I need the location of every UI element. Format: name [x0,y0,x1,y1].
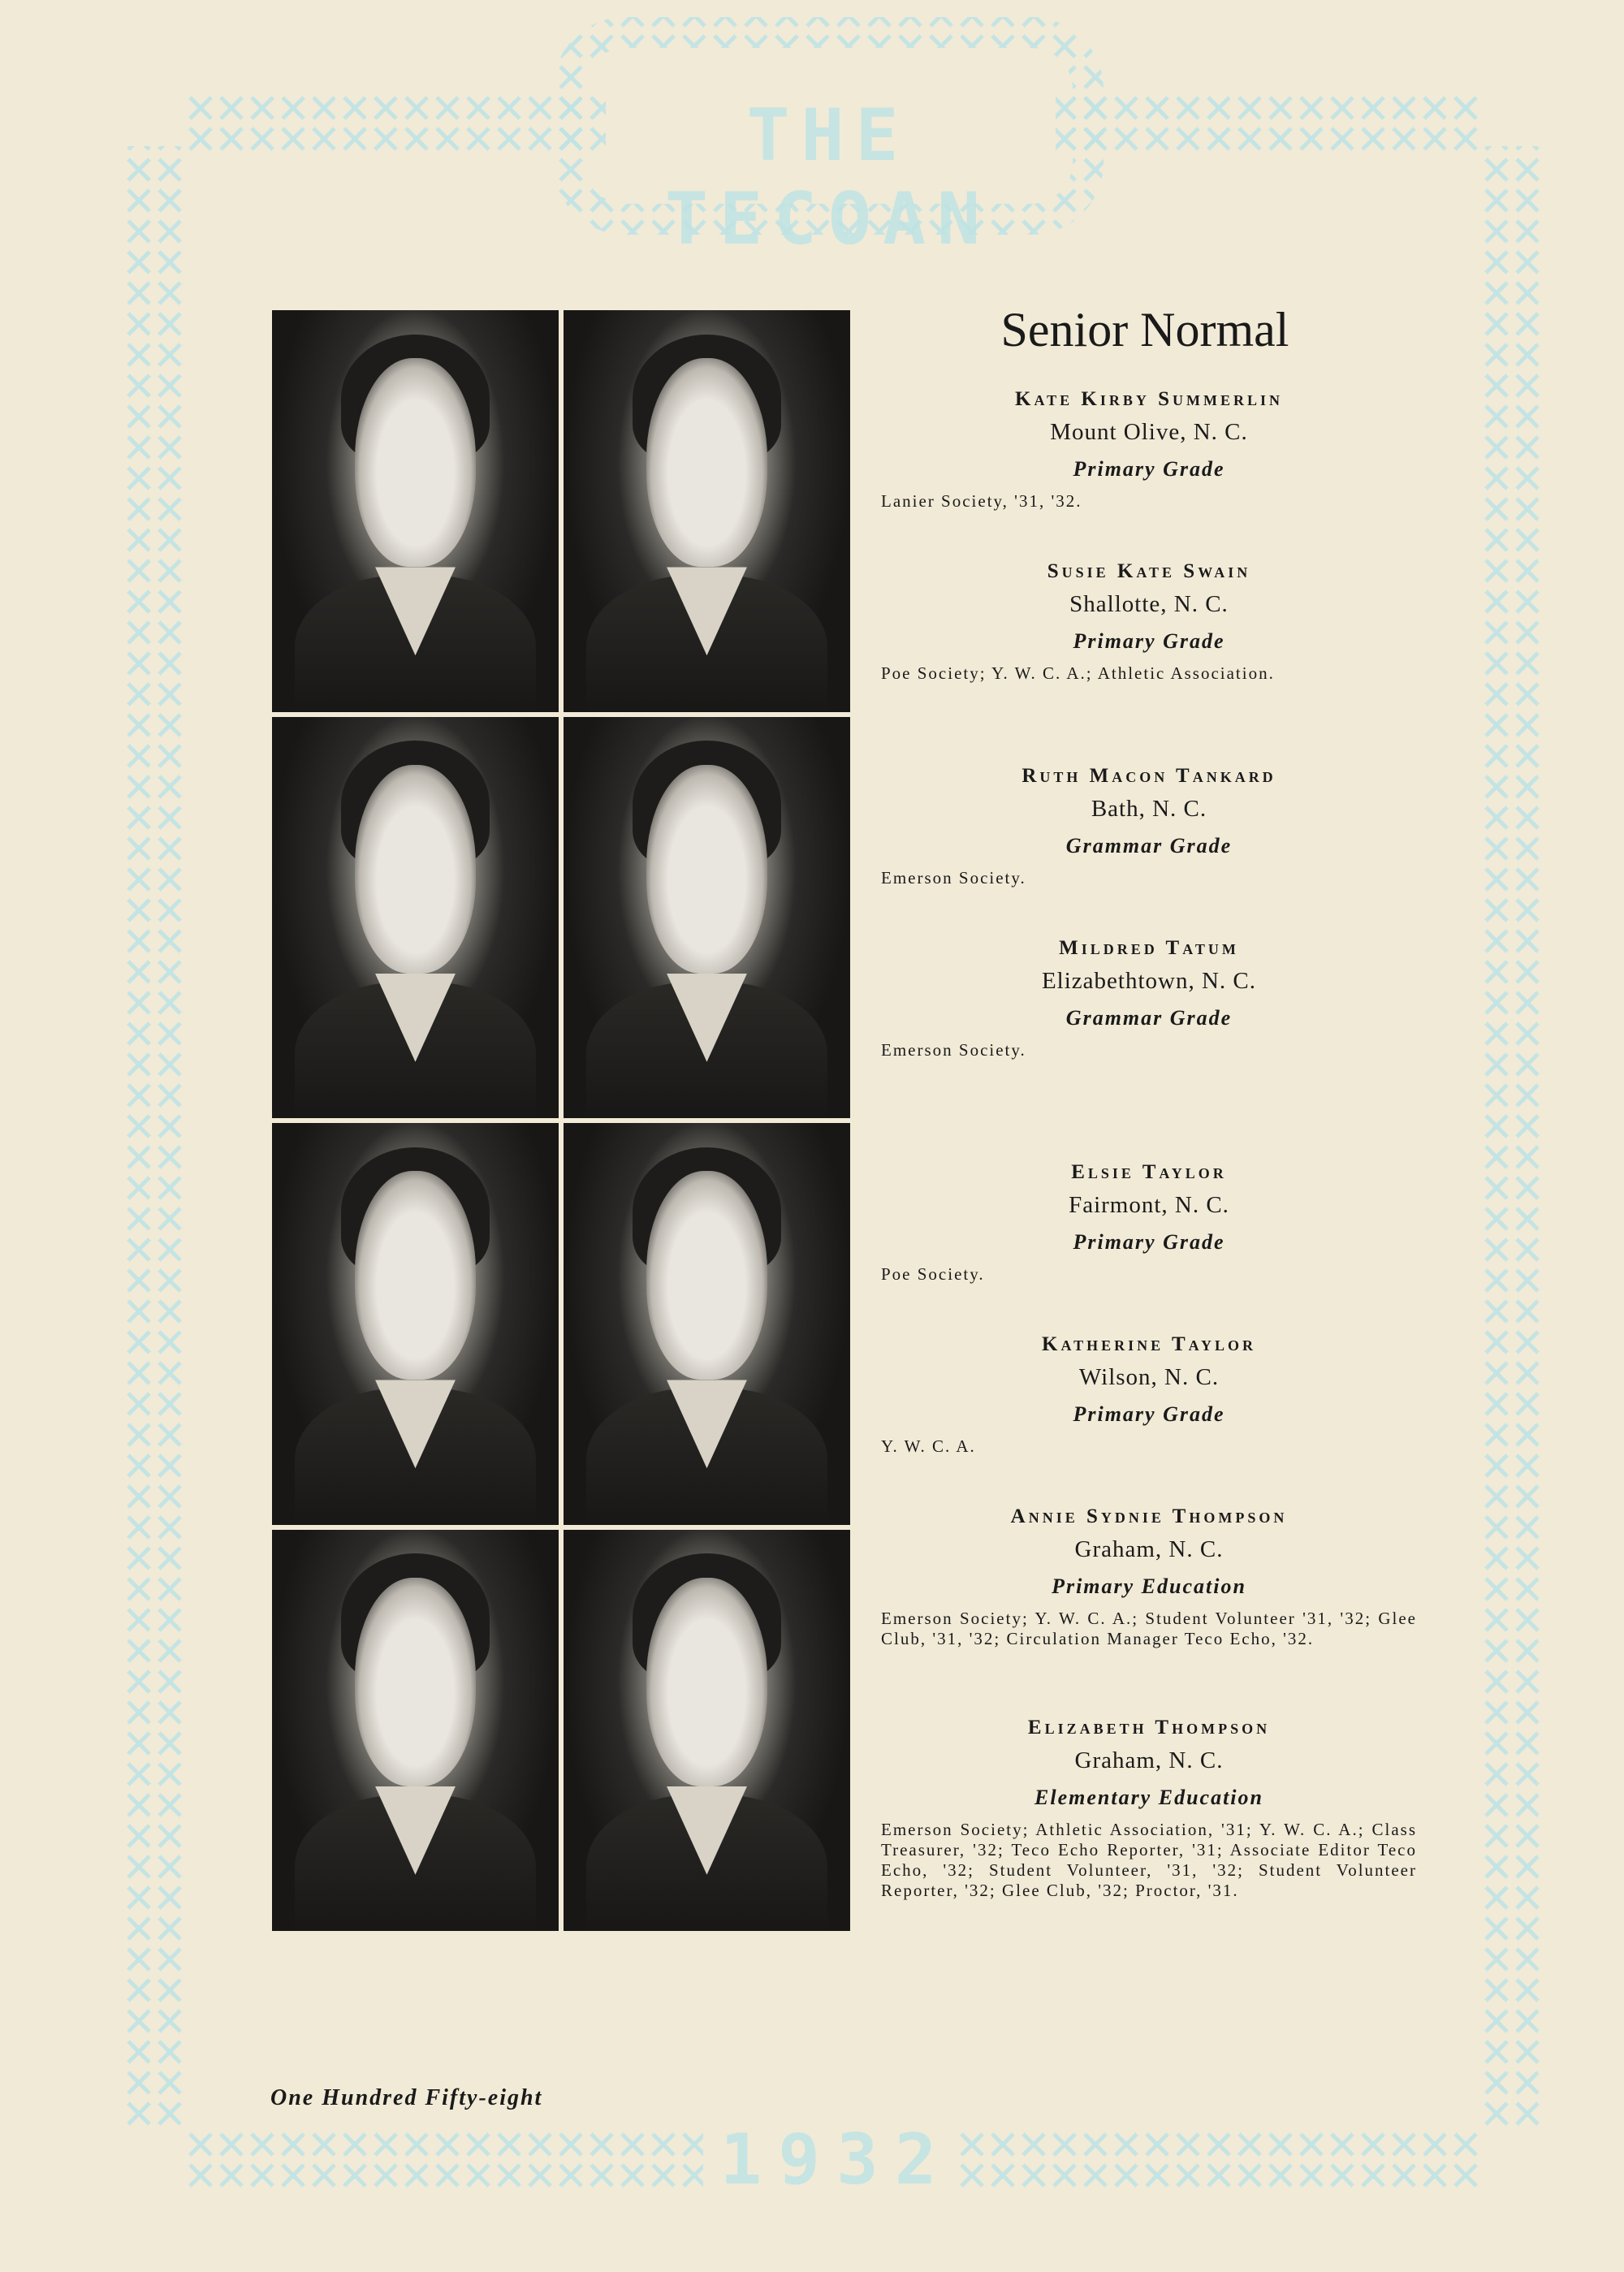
student-activities: Emerson Society. [881,868,1026,888]
student-entry [881,560,1417,684]
student-activities: Poe Society; Y. W. C. A.; Athletic Association. [881,663,1275,683]
header-decoration-text: THE TECOAN [665,93,991,261]
student-activities: Emerson Society. [881,1040,1026,1060]
portrait-photo [564,310,850,712]
student-grade: Primary Education [1052,1574,1246,1598]
student-activities: Poe Society. [881,1264,985,1284]
student-town: Graham, N. C. [1074,1536,1224,1562]
student-entry [881,1717,1417,1901]
student-name: Mildred Tatum [1059,937,1239,959]
student-activities: Emerson Society; Athletic Association, '31; Y. W. C. A.; Class Treasurer, '32; Teco Echo Reporter, '31; Associate Editor Teco Echo, '32; Student Volunteer, '31, '32; Student Volunteer Reporter, '32; Glee Club, '32; Proctor, '31. [881,1820,1417,1900]
portrait-photo [272,1123,559,1525]
student-name: Annie Sydnie Thompson [1010,1505,1288,1527]
student-town: Wilson, N. C. [1078,1364,1220,1390]
student-name: Katherine Taylor [1042,1333,1256,1355]
portrait-photo [564,1530,850,1932]
portrait-photo [272,717,559,1119]
portrait-grid [272,310,850,1931]
student-entry [881,937,1417,1060]
portrait-photo [272,1530,559,1932]
student-entry [881,765,1417,888]
student-entry [881,1505,1417,1649]
student-town: Elizabethtown, N. C. [1041,968,1257,994]
student-town: Shallotte, N. C. [1069,591,1229,617]
student-grade: Grammar Grade [1065,1006,1233,1030]
student-town: Graham, N. C. [1074,1747,1224,1773]
student-activities: Y. W. C. A. [881,1436,976,1456]
student-grade: Grammar Grade [1065,834,1233,857]
student-name: Elizabeth Thompson [1027,1717,1271,1739]
student-name: Kate Kirby Summerlin [1015,388,1283,410]
student-grade: Elementary Education [1034,1786,1263,1809]
student-entry [881,1333,1417,1457]
section-title: Senior Normal [1000,303,1289,356]
student-name: Ruth Macon Tankard [1021,765,1276,787]
student-grade: Primary Grade [1073,1230,1225,1254]
portrait-photo [564,1123,850,1525]
student-town: Bath, N. C. [1091,796,1207,822]
student-entry [881,1161,1417,1285]
student-name: Elsie Taylor [1071,1161,1227,1183]
student-town: Mount Olive, N. C. [1050,419,1248,445]
student-activities: Lanier Society, '31, '32. [881,491,1082,511]
student-grade: Primary Grade [1073,1402,1225,1426]
student-entry [881,388,1417,512]
student-name: Susie Kate Swain [1047,560,1251,582]
portrait-photo [564,717,850,1119]
student-activities: Emerson Society; Y. W. C. A.; Student Volunteer '31, '32; Glee Club, '31, '32; Circulation Manager Teco Echo, '32. [881,1609,1417,1648]
student-town: Fairmont, N. C. [1069,1192,1229,1218]
student-grade: Primary Grade [1073,457,1225,481]
portrait-photo [272,310,559,712]
page-number: One Hundred Fifty-eight [270,2085,543,2110]
footer-decoration-year: 1932 [719,2119,953,2201]
student-grade: Primary Grade [1073,629,1225,653]
